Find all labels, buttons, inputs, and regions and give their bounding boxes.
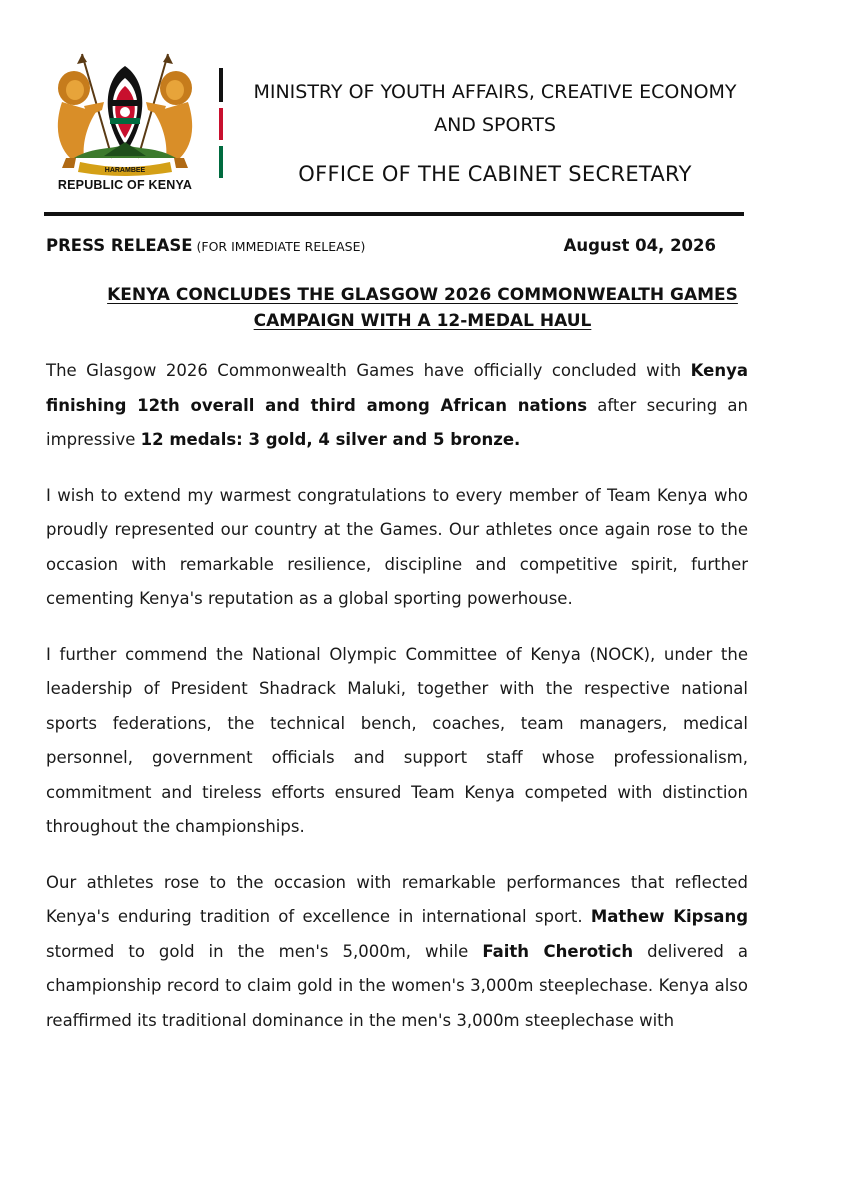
headline-line-1: KENYA CONCLUDES THE GLASGOW 2026 COMMONWEALTH GAMES: [107, 285, 738, 305]
release-label-group: [46, 236, 365, 255]
headline: [40, 282, 805, 334]
bar-green: [219, 146, 223, 178]
ministry-line-2: AND SPORTS: [434, 114, 556, 136]
bar-red: [219, 108, 223, 140]
release-meta: [46, 236, 716, 260]
paragraph-4: [46, 866, 748, 1039]
paragraph-3: I further commend the National Olympic Committee of Kenya (NOCK), under the leadership of President Shadrack Maluki, together with the respective national sports federations, the technical bench, coaches, team managers, medical personnel, government officials and support staff whose professionalism, commitment and tireless efforts ensured Team Kenya competed with distinction throughout the championships.: [46, 644, 748, 836]
p4-text-3: delivered a championship record to claim gold in the women's 3,000m steeplechase. Kenya also reaffirmed its traditional dominance in the men's 3,000m steeplechase with: [46, 941, 749, 1030]
p4-bold-1: Mathew Kipsang: [590, 907, 748, 926]
country-name: REPUBLIC OF KENYA: [57, 178, 193, 192]
headline-line-2: CAMPAIGN WITH A 12-MEDAL HAUL: [253, 311, 592, 331]
p4-text-2: stormed to gold in the men's 5,000m, while: [46, 941, 483, 961]
p1-bold-1: Kenya finishing 12th overall and third among African nations: [46, 361, 748, 415]
coat-motto: HARAMBEE: [104, 167, 146, 174]
body-text: [46, 354, 748, 1059]
p1-bold-2: 12 medals: 3 gold, 4 silver and 5 bronze.: [140, 430, 521, 449]
ministry-name: [230, 76, 760, 142]
p4-bold-2: Faith Cherotich: [482, 941, 634, 961]
p4-text-1: Our athletes rose to the occasion with remarkable performances that reflected Kenya's enduring tradition of excellence in international sport.: [46, 872, 748, 926]
paragraph-2: I wish to extend my warmest congratulations to every member of Team Kenya who proudly represented our country at the Games. Our athletes once again rose to the occasion with remarkable resilience, discipline and competitive spirit, further cementing Kenya's reputation as a global sporting powerhouse.: [46, 485, 748, 608]
bar-black: [219, 68, 223, 102]
header-divider: [44, 212, 744, 216]
kenya-coat-of-arms-icon: [44, 46, 206, 196]
p1-text-2: after securing an impressive: [46, 395, 748, 449]
flag-color-bar: [219, 68, 223, 178]
release-label: PRESS RELEASE: [46, 236, 193, 255]
p1-text-1: The Glasgow 2026 Commonwealth Games have officially concluded with: [46, 361, 691, 380]
release-note: (FOR IMMEDIATE RELEASE): [196, 239, 366, 254]
office-title: OFFICE OF THE CABINET SECRETARY: [298, 162, 692, 186]
paragraph-1: [46, 354, 748, 458]
release-date: August 04, 2026: [563, 236, 716, 255]
ministry-line-1: MINISTRY OF YOUTH AFFAIRS, CREATIVE ECONOMY: [253, 81, 737, 103]
